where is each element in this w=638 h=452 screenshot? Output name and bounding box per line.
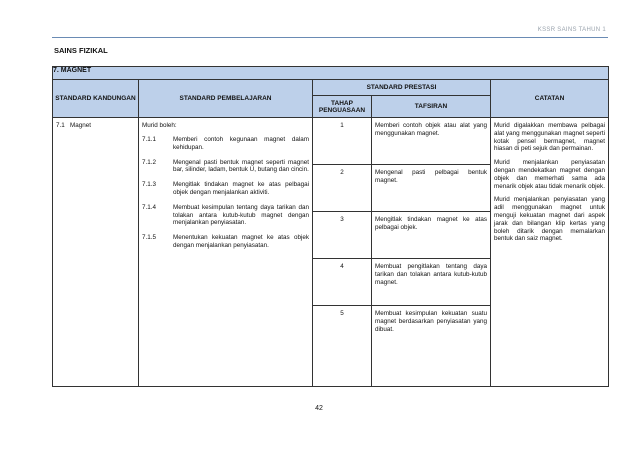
sp-item-number: 7.1.4 xyxy=(142,203,157,211)
sp-item-text: Membuat kesimpulan tentang daya tarikan dan tolakan antara kutub-kutub magnet dengan menjalankan penyiasatan. xyxy=(173,203,309,227)
topic-heading: 7. MAGNET xyxy=(53,67,609,80)
catatan-paragraph: Murid menjalankan penyiasatan dengan mendekatkan magnet dengan objek dan memerhati sama ada menarik objek atau tidak menarik objek. xyxy=(494,159,606,190)
catatan-cell xyxy=(491,118,609,387)
sp-item xyxy=(142,204,309,227)
sp-item xyxy=(142,136,309,152)
sp-item-text: Menentukan kekuatan magnet ke atas objek dengan menjalankan penyiasatan. xyxy=(173,234,309,249)
tahap-level-5: 5 xyxy=(313,306,372,387)
header-divider xyxy=(52,37,608,38)
sp-item-number: 7.1.1 xyxy=(142,136,157,143)
col-header-tafsiran: TAFSIRAN xyxy=(372,96,491,118)
col-header-standard-kandungan: STANDARD KANDUNGAN xyxy=(53,80,139,118)
tafsiran-level-3: Mengitlak tindakan magnet ke atas pelbagai objek. xyxy=(372,212,491,259)
tahap-level-3: 3 xyxy=(313,212,372,259)
sp-intro: Murid boleh: xyxy=(142,122,177,129)
sp-item-number: 7.1.3 xyxy=(142,181,157,189)
sp-item xyxy=(142,181,309,197)
col-header-standard-prestasi: STANDARD PRESTASI xyxy=(313,80,491,96)
standard-kandungan-cell: 7.1 Magnet xyxy=(53,118,139,387)
catatan-paragraph: Murid digalakkan membawa pelbagai alat yang menggunakan magnet seperti kotak pensel bermagnet, magnet hiasan di peti sejuk dan permainan. xyxy=(494,122,606,153)
col-header-standard-pembelajaran: STANDARD PEMBELAJARAN xyxy=(139,80,313,118)
sp-item-text: Memberi contoh kegunaan magnet dalam kehidupan. xyxy=(173,136,309,151)
tafsiran-level-5: Membuat kesimpulan kekuatan suatu magnet berdasarkan penyiasatan yang dibuat. xyxy=(372,306,491,387)
tahap-level-1: 1 xyxy=(313,118,372,165)
catatan-paragraph: Murid menjalankan penyiasatan yang adil menggunakan magnet untuk menguji kekuatan magnet dari aspek jarak dan bilangan klip kertas yang boleh ditarik dengan memalarkan bentuk dan saiz magnet. xyxy=(494,196,606,243)
tafsiran-level-1: Memberi contoh objek atau alat yang menggunakan magnet. xyxy=(372,118,491,165)
page-number: 42 xyxy=(315,405,323,412)
tahap-level-4: 4 xyxy=(313,259,372,306)
col-header-tahap-penguasaan: TAHAP PENGUASAAN xyxy=(313,96,372,118)
sp-item-number: 7.1.5 xyxy=(142,234,157,242)
standard-pembelajaran-cell xyxy=(139,118,313,387)
tahap-level-2: 2 xyxy=(313,165,372,212)
col-header-catatan: CATATAN xyxy=(491,80,609,118)
curriculum-table xyxy=(52,66,609,387)
sp-item-number: 7.1.2 xyxy=(142,158,157,166)
sp-item xyxy=(142,234,309,250)
section-title: SAINS FIZIKAL xyxy=(54,46,108,55)
sp-item xyxy=(142,159,309,175)
tafsiran-level-2: Mengenal pasti pelbagai bentuk magnet. xyxy=(372,165,491,212)
sp-item-text: Mengenal pasti bentuk magnet seperti magnet bar, silinder, ladam, bentuk U, butang dan cincin. xyxy=(173,158,309,174)
tafsiran-level-4: Membuat pengitlakan tentang daya tarikan dan tolakan antara kutub-kutub magnet. xyxy=(372,259,491,306)
page-header: KSSR SAINS TAHUN 1 xyxy=(537,27,606,33)
sp-item-text: Mengitlak tindakan magnet ke atas pelbagai objek dengan menjalankan aktiviti. xyxy=(173,181,309,196)
